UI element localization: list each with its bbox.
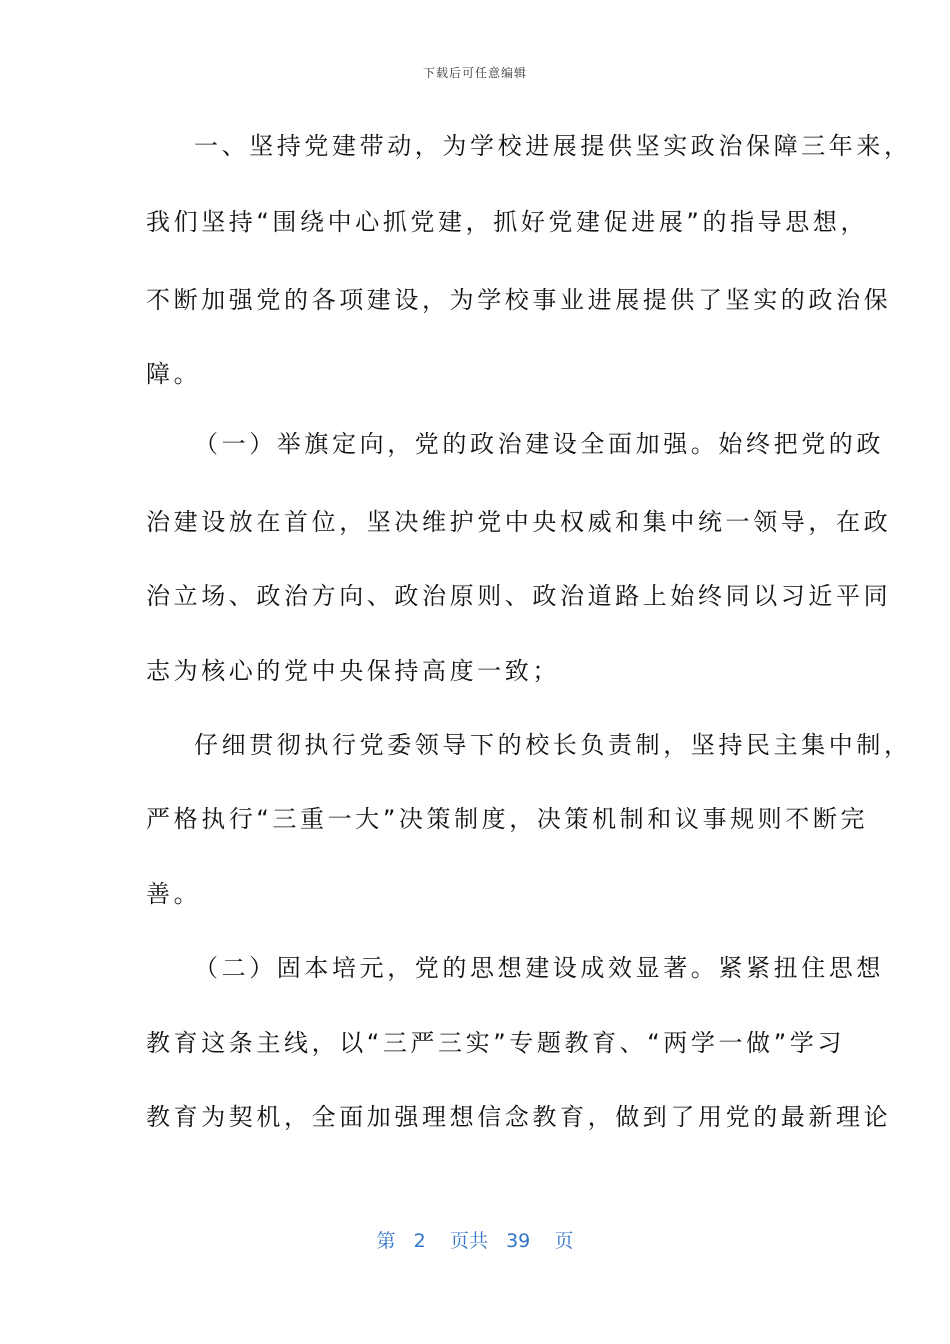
body-line: （一）举旗定向，党的政治建设全面加强。始终把党的政 — [194, 430, 884, 458]
body-line: 治建设放在首位，坚决维护党中央权威和集中统一领导，在政 — [146, 508, 892, 536]
body-line: 严格执行“三重一大”决策制度，决策机制和议事规则不断完 — [146, 805, 869, 833]
body-line: 一、坚持党建带动，为学校进展提供坚实政治保障三年来， — [194, 132, 912, 160]
footer-prefix: 第 — [376, 1230, 396, 1252]
body-line: 不断加强党的各项建设，为学校事业进展提供了坚实的政治保 — [146, 286, 892, 314]
footer-middle: 页共 — [449, 1230, 488, 1252]
page-footer — [0, 1226, 950, 1253]
total-pages-number: 39 — [506, 1230, 531, 1252]
body-line: 教育为契机，全面加强理想信念教育，做到了用党的最新理论 — [146, 1103, 892, 1131]
page-header: 下载后可任意编辑 — [422, 66, 527, 80]
current-page-number: 2 — [413, 1230, 426, 1252]
body-line: 治立场、政治方向、政治原则、政治道路上始终同以习近平同 — [146, 582, 892, 610]
body-line: 善。 — [146, 880, 202, 908]
body-line: 障。 — [146, 360, 202, 388]
footer-suffix: 页 — [554, 1230, 574, 1252]
body-line: 我们坚持“围绕中心抓党建，抓好党建促进展”的指导思想， — [146, 208, 869, 236]
body-line: 教育这条主线，以“三严三实”专题教育、“两学一做”学习 — [146, 1029, 845, 1057]
body-line: （二）固本培元，党的思想建设成效显著。紧紧扭住思想 — [194, 954, 884, 982]
body-line: 志为核心的党中央保持高度一致； — [146, 657, 560, 685]
body-line: 仔细贯彻执行党委领导下的校长负责制，坚持民主集中制， — [194, 731, 912, 759]
